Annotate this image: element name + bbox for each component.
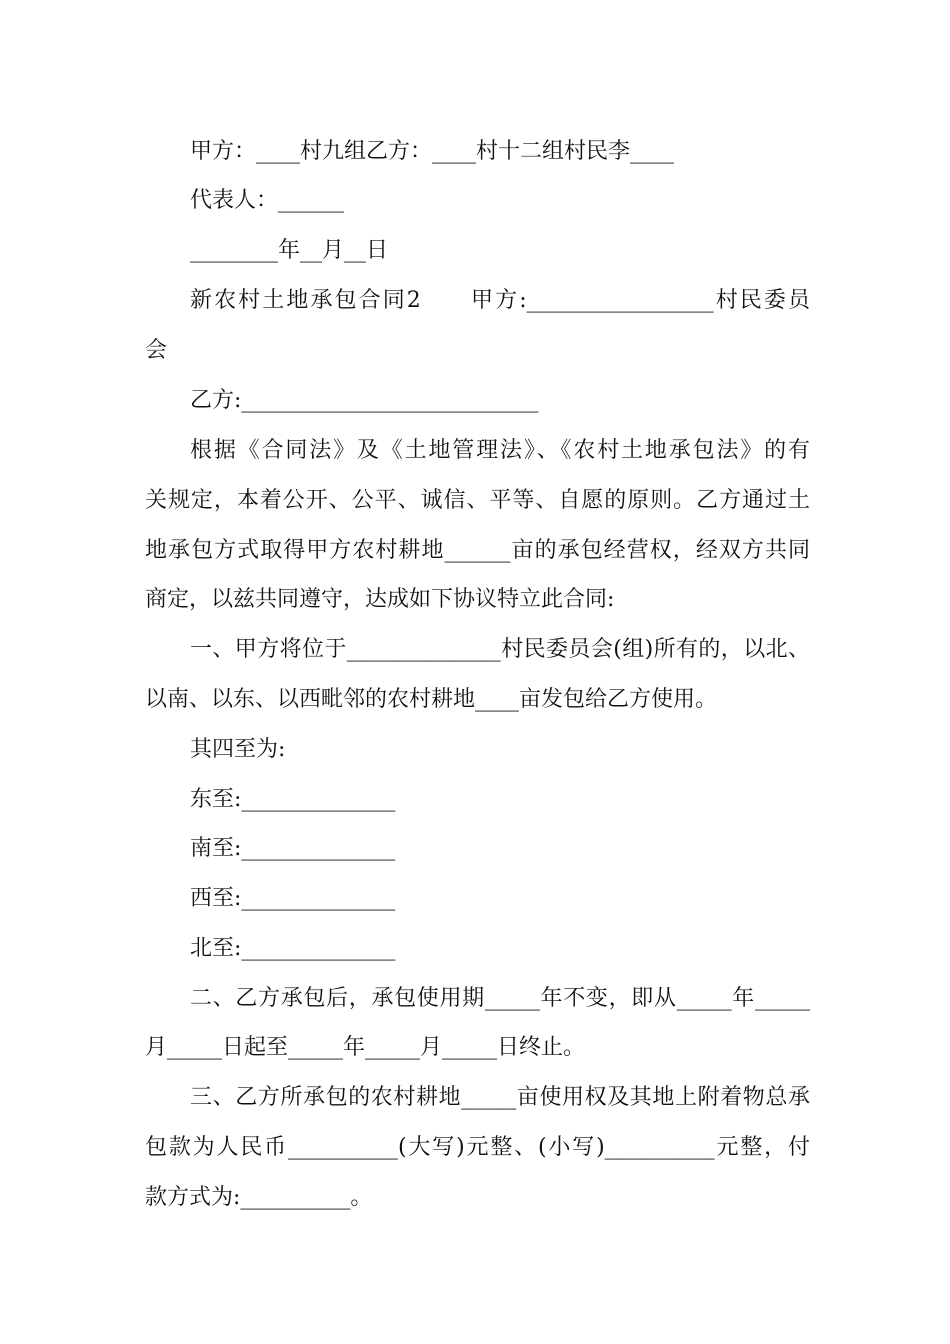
boundary-east: 东至:______________: [190, 787, 396, 812]
preamble-line-4: 商定，以兹共同遵守，达成如下协议特立此合同:: [145, 587, 615, 612]
clause-2-line-1: 二、乙方承包后，承包使用期_____年不变，即从_____年_____: [190, 986, 810, 1011]
clause-3-line-3: 款方式为:__________。: [145, 1185, 373, 1210]
clause-3-line-1: 三、乙方所承包的农村耕地_____亩使用权及其地上附着物总承: [190, 1085, 810, 1110]
preamble-line-1: 根据《合同法》及《土地管理法》、《农村土地承包法》的有: [190, 438, 810, 463]
representative-line: 代表人：______: [190, 188, 345, 213]
date-line: ________年__月__日: [190, 238, 389, 263]
boundaries-heading: 其四至为:: [190, 737, 286, 762]
boundary-west: 西至:______________: [190, 886, 396, 911]
clause-1-line-2: 以南、以东、以西毗邻的农村耕地____亩发包给乙方使用。: [145, 687, 718, 712]
party-a-b-line: 甲方：____村九组乙方：____村十二组村民李____: [190, 139, 675, 164]
preamble-line-3: 地承包方式取得甲方农村耕地______亩的承包经营权，经双方共同: [145, 538, 810, 563]
boundary-north: 北至:______________: [190, 936, 396, 961]
clause-2-line-2: 月_____日起至_____年_____月_____日终止。: [145, 1035, 586, 1060]
party-b-line: 乙方:___________________________: [190, 388, 539, 413]
preamble-line-2: 关规定，本着公开、公平、诚信、平等、自愿的原则。乙方通过土: [145, 488, 810, 513]
contract-title-continued: 会: [145, 338, 168, 363]
clause-1-line-1: 一、甲方将位于______________村民委员会(组)所有的，以北、: [190, 637, 810, 662]
contract-title-line: 新农村土地承包合同2 甲方:_________________村民委员: [190, 288, 810, 313]
boundary-south: 南至:______________: [190, 836, 396, 861]
clause-3-line-2: 包款为人民币__________(大写)元整、(小写)__________元整，付: [145, 1135, 810, 1160]
